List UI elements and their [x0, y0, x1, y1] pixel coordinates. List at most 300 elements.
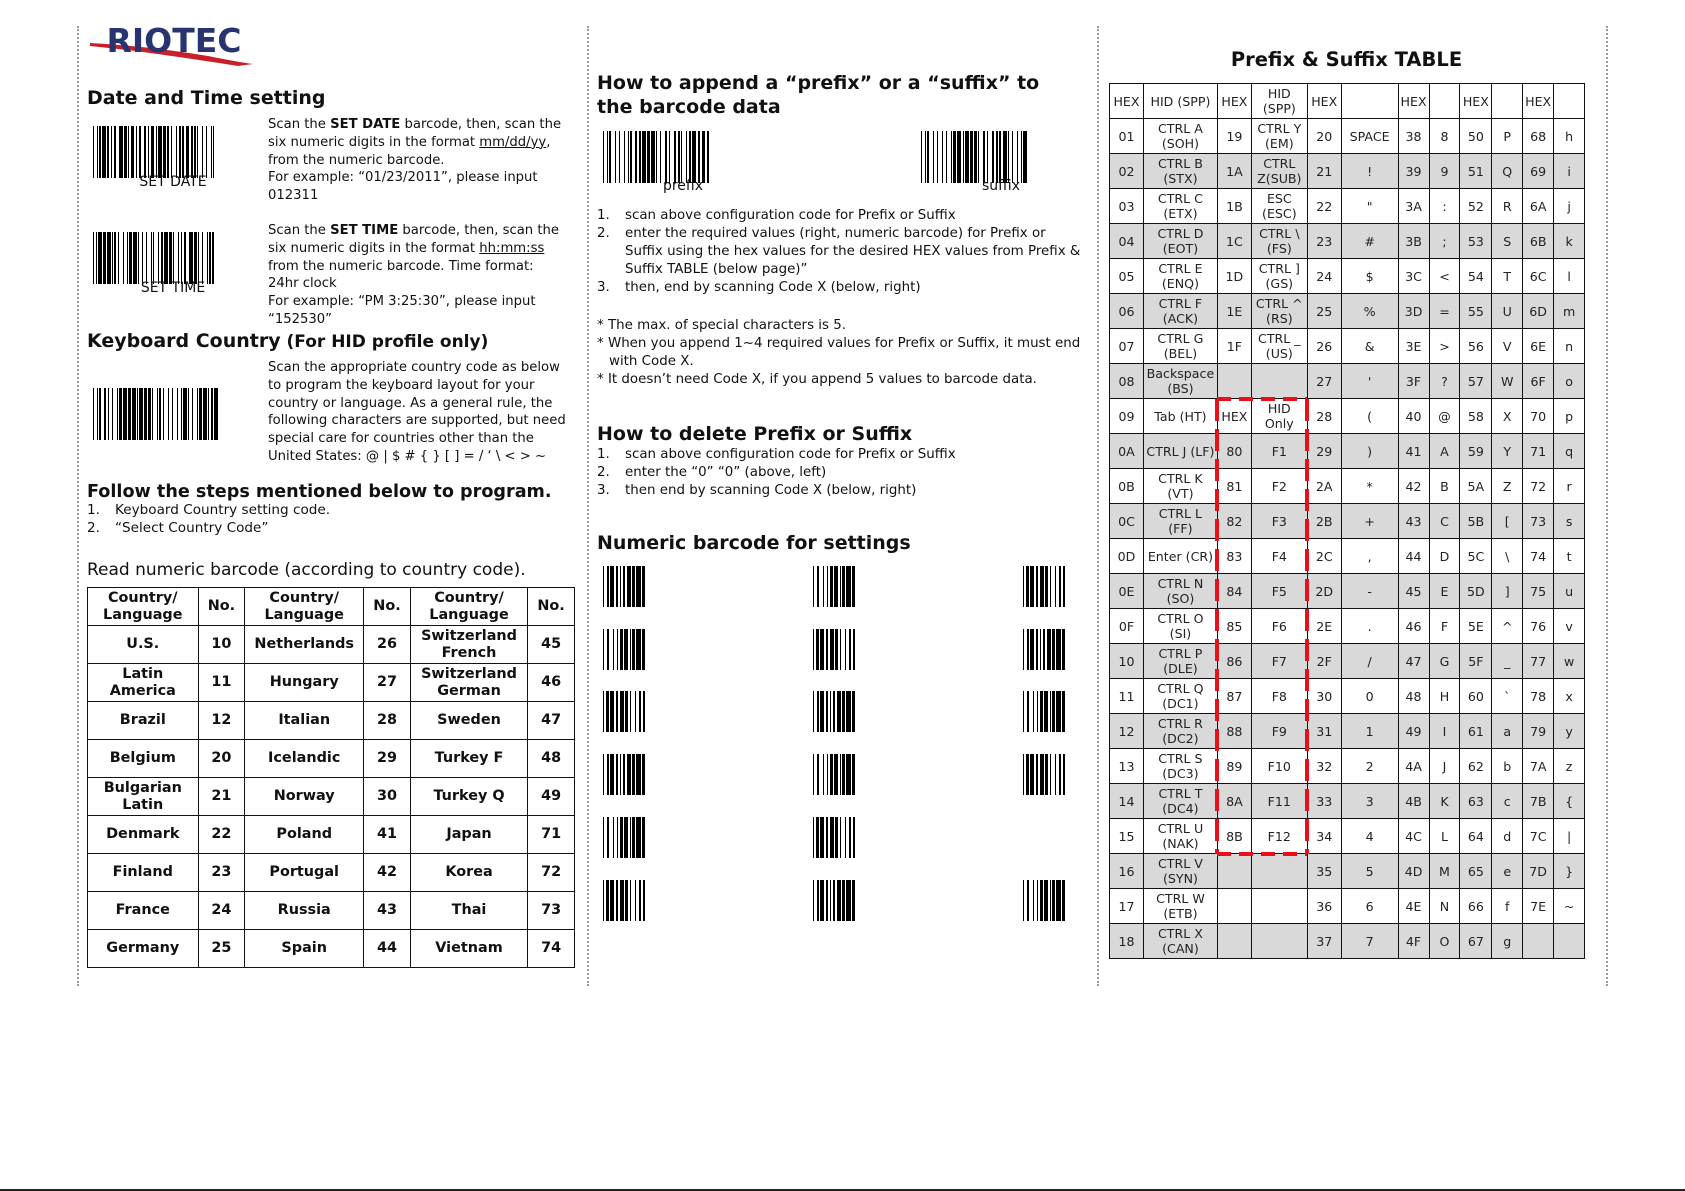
character-cell: I [1429, 714, 1460, 749]
hex-code-cell: 69 [1523, 154, 1554, 189]
barcode-bar [645, 629, 646, 670]
country-code-table [87, 587, 575, 968]
highlight-dash [1261, 852, 1275, 856]
set-time-label: SET TIME [140, 280, 206, 296]
character-cell: M [1429, 854, 1460, 889]
step-item: 1. scan above configuration code for Prefix or Suffix [597, 447, 956, 462]
ps-table-header [1341, 84, 1398, 119]
country-code-cell: 11 [198, 664, 245, 702]
hex-code-cell: 16 [1110, 854, 1144, 889]
hex-code-cell: 57 [1460, 364, 1492, 399]
hex-code-cell: 83 [1217, 539, 1251, 574]
hex-code-cell: 36 [1307, 889, 1341, 924]
country-code-cell: 22 [198, 816, 245, 854]
character-cell: CTRL ^ (RS) [1251, 294, 1307, 329]
hex-code-cell: 27 [1307, 364, 1341, 399]
country-code-cell: 73 [528, 892, 575, 930]
character-cell: CTRL K (VT) [1143, 469, 1217, 504]
character-cell: CTRL L (FF) [1143, 504, 1217, 539]
country-table-row [88, 778, 575, 816]
hex-code-cell: 51 [1460, 154, 1492, 189]
character-cell: HID Only [1251, 399, 1307, 434]
character-cell: F12 [1251, 819, 1307, 854]
character-cell: c [1492, 784, 1523, 819]
barcode-bar [645, 817, 646, 858]
character-cell: F11 [1251, 784, 1307, 819]
character-cell: Tab (HT) [1143, 399, 1217, 434]
numeric-barcode[interactable] [813, 691, 856, 732]
character-cell [1251, 854, 1307, 889]
character-cell [1251, 889, 1307, 924]
hex-code-cell: 76 [1523, 609, 1554, 644]
hex-code-cell: 74 [1523, 539, 1554, 574]
hex-code-cell: 77 [1523, 644, 1554, 679]
ps-table-header: HEX [1398, 84, 1429, 119]
country-table-row [88, 854, 575, 892]
character-cell: CTRL G (BEL) [1143, 329, 1217, 364]
character-cell: Q [1492, 154, 1523, 189]
hex-code-cell: 72 [1523, 469, 1554, 504]
country-table-header: Country/ Language [88, 588, 199, 626]
character-cell: F7 [1251, 644, 1307, 679]
character-cell: 0 [1341, 679, 1398, 714]
character-cell: v [1554, 609, 1585, 644]
highlight-dash [1305, 759, 1309, 781]
country-name-cell: Hungary [245, 664, 364, 702]
character-cell: } [1554, 854, 1585, 889]
character-cell: U [1492, 294, 1523, 329]
read-note: Read numeric barcode (according to country code). [87, 560, 526, 580]
set-time-barcode[interactable] [93, 232, 216, 284]
character-cell: CTRL R (DC2) [1143, 714, 1217, 749]
numeric-barcode[interactable] [813, 880, 856, 921]
set-date-barcode[interactable] [93, 126, 216, 178]
ps-table-row [1110, 189, 1585, 224]
set-date-label: SET DATE [139, 174, 207, 190]
hex-code-cell: 3F [1398, 364, 1429, 399]
character-cell: k [1554, 224, 1585, 259]
barcode-bar [1065, 880, 1066, 921]
hex-code-cell: 08 [1110, 364, 1144, 399]
character-cell: m [1554, 294, 1585, 329]
character-cell: D [1429, 539, 1460, 574]
hex-code-cell: 82 [1217, 504, 1251, 539]
character-cell: l [1554, 259, 1585, 294]
character-cell: N [1429, 889, 1460, 924]
character-cell: b [1492, 749, 1523, 784]
character-cell: 3 [1341, 784, 1398, 819]
suffix-barcode[interactable] [921, 131, 1029, 183]
hex-code-cell: 06 [1110, 294, 1144, 329]
ps-table-header: HID (SPP) [1143, 84, 1217, 119]
character-cell: ^ [1492, 609, 1523, 644]
character-cell: F1 [1251, 434, 1307, 469]
hex-code-cell: 25 [1307, 294, 1341, 329]
hex-code-cell: 33 [1307, 784, 1341, 819]
numeric-barcode[interactable] [813, 566, 856, 607]
character-cell: ESC (ESC) [1251, 189, 1307, 224]
highlight-dash [1305, 639, 1309, 661]
hex-code-cell: 1C [1217, 224, 1251, 259]
country-table-row [88, 626, 575, 664]
ps-table-row [1110, 119, 1585, 154]
hex-code-cell: 63 [1460, 784, 1492, 819]
numeric-barcode[interactable] [603, 691, 646, 732]
country-code-cell: 71 [528, 816, 575, 854]
numeric-barcode[interactable] [1023, 629, 1066, 670]
hex-code-cell: 42 [1398, 469, 1429, 504]
character-cell: X [1492, 399, 1523, 434]
numeric-barcode[interactable] [603, 754, 646, 795]
hex-code-cell: 1D [1217, 259, 1251, 294]
hex-code-cell: 44 [1398, 539, 1429, 574]
character-cell: F9 [1251, 714, 1307, 749]
character-cell: u [1554, 574, 1585, 609]
barcode-bar [214, 388, 218, 440]
highlight-dash [1215, 849, 1219, 854]
hex-code-cell: 21 [1307, 154, 1341, 189]
character-cell: . [1341, 609, 1398, 644]
column-divider [77, 26, 79, 986]
barcode-bar [1027, 131, 1028, 183]
hex-code-cell: 54 [1460, 259, 1492, 294]
barcode-bar [855, 629, 856, 670]
character-cell: O [1429, 924, 1460, 959]
hex-code-cell: 52 [1460, 189, 1492, 224]
character-cell: | [1554, 819, 1585, 854]
hex-code-cell: 5D [1460, 574, 1492, 609]
hex-code-cell: 39 [1398, 154, 1429, 189]
barcode-bar [1065, 754, 1066, 795]
numeric-barcode[interactable] [813, 754, 856, 795]
character-cell: * [1341, 469, 1398, 504]
numeric-barcode[interactable] [813, 629, 856, 670]
hex-code-cell: 67 [1460, 924, 1492, 959]
character-cell: CTRL Z(SUB) [1251, 154, 1307, 189]
barcode-bar [1065, 629, 1066, 670]
hex-code-cell: 11 [1110, 679, 1144, 714]
character-cell: ~ [1554, 889, 1585, 924]
barcode-bar [1065, 691, 1066, 732]
character-cell: # [1341, 224, 1398, 259]
character-cell: ; [1429, 224, 1460, 259]
character-cell: q [1554, 434, 1585, 469]
highlight-dash [1283, 852, 1297, 856]
keyboard-country-description: Scan the appropriate country code as below to program the keyboard layout for your country or language. As a general rule, the following characters are supported, but need special care for countries other than the United States: @ | $ # { } [ ] = / ‘ \ < > ~ [268, 360, 566, 464]
hex-code-cell: 8B [1217, 819, 1251, 854]
character-cell: 8 [1429, 119, 1460, 154]
hex-code-cell: 87 [1217, 679, 1251, 714]
hex-code-cell: 6A [1523, 189, 1554, 224]
character-cell: o [1554, 364, 1585, 399]
hex-code-cell: HEX [1217, 399, 1251, 434]
hex-code-cell: 58 [1460, 399, 1492, 434]
character-cell [1251, 924, 1307, 959]
highlight-dash [1215, 579, 1219, 601]
hex-code-cell: 53 [1460, 224, 1492, 259]
hex-code-cell: 28 [1307, 399, 1341, 434]
hex-code-cell: 2A [1307, 469, 1341, 504]
character-cell: d [1492, 819, 1523, 854]
hex-code-cell: 6E [1523, 329, 1554, 364]
highlight-dash [1215, 429, 1219, 451]
ps-table-row [1110, 259, 1585, 294]
hex-code-cell: 07 [1110, 329, 1144, 364]
hex-code-cell: 4A [1398, 749, 1429, 784]
hex-code-cell: 20 [1307, 119, 1341, 154]
character-cell: n [1554, 329, 1585, 364]
highlight-dash [1215, 669, 1219, 691]
numeric-barcode[interactable] [1023, 754, 1066, 795]
character-cell: t [1554, 539, 1585, 574]
step-item: 1. Keyboard Country setting code. [87, 502, 331, 518]
country-table-row [88, 930, 575, 968]
country-code-cell: 42 [364, 854, 411, 892]
hex-code-cell: 1F [1217, 329, 1251, 364]
hex-code-cell: 4E [1398, 889, 1429, 924]
country-name-cell: Turkey Q [410, 778, 527, 816]
hex-code-cell: 3C [1398, 259, 1429, 294]
character-cell: ! [1341, 154, 1398, 189]
hex-code-cell [1523, 924, 1554, 959]
character-cell: SPACE [1341, 119, 1398, 154]
character-cell: CTRL E (ENQ) [1143, 259, 1217, 294]
delete-prefix-suffix-title: How to delete Prefix or Suffix [597, 423, 913, 445]
character-cell: % [1341, 294, 1398, 329]
character-cell: F8 [1251, 679, 1307, 714]
ps-table-header: HEX [1307, 84, 1341, 119]
character-cell [1554, 924, 1585, 959]
barcode-bar [645, 754, 646, 795]
country-code-cell: 74 [528, 930, 575, 968]
character-cell: < [1429, 259, 1460, 294]
character-cell: Enter (CR) [1143, 539, 1217, 574]
hex-code-cell: 1E [1217, 294, 1251, 329]
character-cell: CTRL O (SI) [1143, 609, 1217, 644]
character-cell: CTRL Y (EM) [1251, 119, 1307, 154]
character-cell: > [1429, 329, 1460, 364]
character-cell: E [1429, 574, 1460, 609]
character-cell: ( [1341, 399, 1398, 434]
character-cell: CTRL A (SOH) [1143, 119, 1217, 154]
character-cell: p [1554, 399, 1585, 434]
hex-code-cell: 56 [1460, 329, 1492, 364]
ps-table-row [1110, 539, 1585, 574]
append-prefix-suffix-title: How to append a “prefix” or a “suffix” to the barcode data [597, 72, 1040, 118]
steps-title: Follow the steps mentioned below to program. [87, 482, 552, 502]
hex-code-cell: 7D [1523, 854, 1554, 889]
hex-code-cell: 17 [1110, 889, 1144, 924]
hex-code-cell: 37 [1307, 924, 1341, 959]
country-code-cell: 29 [364, 740, 411, 778]
hex-code-cell: 23 [1307, 224, 1341, 259]
keyboard-steps-list [87, 501, 567, 537]
hex-code-cell: 01 [1110, 119, 1144, 154]
barcode-bar [709, 131, 710, 183]
hex-code-cell: 45 [1398, 574, 1429, 609]
hex-code-cell: 61 [1460, 714, 1492, 749]
highlight-dash [1305, 729, 1309, 751]
character-cell: 9 [1429, 154, 1460, 189]
country-code-cell: 25 [198, 930, 245, 968]
hex-code-cell: 79 [1523, 714, 1554, 749]
country-code-cell: 43 [364, 892, 411, 930]
hex-code-cell: 24 [1307, 259, 1341, 294]
barcode-bar [855, 566, 856, 607]
character-cell: i [1554, 154, 1585, 189]
suffix-label: suffix [982, 178, 1020, 194]
step-item: 1. scan above configuration code for Prefix or Suffix [597, 208, 956, 223]
hex-code-cell: 86 [1217, 644, 1251, 679]
ps-table-row [1110, 714, 1585, 749]
character-cell: J [1429, 749, 1460, 784]
character-cell: g [1492, 924, 1523, 959]
hex-code-cell: 6D [1523, 294, 1554, 329]
character-cell: CTRL \ (FS) [1251, 224, 1307, 259]
country-name-cell: Brazil [88, 702, 199, 740]
keyboard-country-barcode[interactable] [93, 388, 218, 440]
hex-code-cell: 75 [1523, 574, 1554, 609]
step-item: 2. enter the required values (right, numeric barcode) for Prefix or Suffix using the hex values for the desired HEX values from Prefix & Suffix TABLE (below page)” [597, 226, 1081, 277]
character-cell: R [1492, 189, 1523, 224]
country-name-cell: Japan [410, 816, 527, 854]
numeric-barcode[interactable] [603, 629, 646, 670]
country-code-cell: 21 [198, 778, 245, 816]
hex-code-cell: 0B [1110, 469, 1144, 504]
highlight-dash [1239, 852, 1253, 856]
character-cell: S [1492, 224, 1523, 259]
character-cell: 6 [1341, 889, 1398, 924]
step-item: 3. then, end by scanning Code X (below, right) [597, 280, 921, 295]
hex-code-cell: 59 [1460, 434, 1492, 469]
country-name-cell: Netherlands [245, 626, 364, 664]
hex-code-cell: 81 [1217, 469, 1251, 504]
numeric-barcode[interactable] [1023, 566, 1066, 607]
ps-table-title: Prefix & Suffix TABLE [1230, 48, 1463, 71]
hex-code-cell: 78 [1523, 679, 1554, 714]
highlight-dash [1217, 397, 1231, 401]
character-cell: T [1492, 259, 1523, 294]
country-code-cell: 12 [198, 702, 245, 740]
hex-code-cell: 2B [1307, 504, 1341, 539]
character-cell: CTRL Q (DC1) [1143, 679, 1217, 714]
highlight-dash [1305, 669, 1309, 691]
country-name-cell: Icelandic [245, 740, 364, 778]
country-code-cell: 20 [198, 740, 245, 778]
ps-table-row [1110, 329, 1585, 364]
character-cell: CTRL V (SYN) [1143, 854, 1217, 889]
hex-code-cell: 04 [1110, 224, 1144, 259]
country-name-cell: Belgium [88, 740, 199, 778]
prefix-barcode[interactable] [603, 131, 711, 183]
character-cell: CTRL W (ETB) [1143, 889, 1217, 924]
highlight-dash [1215, 639, 1219, 661]
character-cell: ' [1341, 364, 1398, 399]
country-name-cell: Sweden [410, 702, 527, 740]
hex-code-cell: 7B [1523, 784, 1554, 819]
hex-code-cell: 22 [1307, 189, 1341, 224]
barcode-bar [855, 817, 856, 858]
character-cell: a [1492, 714, 1523, 749]
ps-table-row [1110, 154, 1585, 189]
hex-code-cell: 80 [1217, 434, 1251, 469]
column-divider [1606, 26, 1608, 986]
highlight-dash [1305, 819, 1309, 841]
character-cell: [ [1492, 504, 1523, 539]
hex-code-cell: 19 [1217, 119, 1251, 154]
numeric-barcode[interactable] [1023, 691, 1066, 732]
hex-code-cell: 09 [1110, 399, 1144, 434]
ps-table-row [1110, 504, 1585, 539]
country-name-cell: Portugal [245, 854, 364, 892]
highlight-dash [1305, 849, 1309, 854]
ps-table-header: HEX [1523, 84, 1554, 119]
country-name-cell: Switzerland French [410, 626, 527, 664]
country-code-cell: 44 [364, 930, 411, 968]
character-cell: s [1554, 504, 1585, 539]
character-cell: CTRL C (ETX) [1143, 189, 1217, 224]
hex-code-cell: 4D [1398, 854, 1429, 889]
country-code-cell: 28 [364, 702, 411, 740]
hex-code-cell: 13 [1110, 749, 1144, 784]
hex-code-cell: 3D [1398, 294, 1429, 329]
hex-code-cell: 88 [1217, 714, 1251, 749]
ps-table-row [1110, 294, 1585, 329]
hex-code-cell: 0C [1110, 504, 1144, 539]
character-cell: CTRL F (ACK) [1143, 294, 1217, 329]
highlight-dash [1305, 519, 1309, 541]
highlight-dash [1217, 852, 1231, 856]
country-table-row [88, 740, 575, 778]
hex-code-cell [1217, 364, 1251, 399]
character-cell: CTRL S (DC3) [1143, 749, 1217, 784]
hex-code-cell: 40 [1398, 399, 1429, 434]
character-cell: h [1554, 119, 1585, 154]
country-code-cell: 45 [528, 626, 575, 664]
numeric-barcode[interactable] [603, 566, 646, 607]
numeric-barcode[interactable] [603, 817, 646, 858]
country-name-cell: Switzerland German [410, 664, 527, 702]
country-name-cell: Russia [245, 892, 364, 930]
hex-code-cell: 84 [1217, 574, 1251, 609]
character-cell: V [1492, 329, 1523, 364]
highlight-dash [1239, 397, 1253, 401]
hex-code-cell: 7C [1523, 819, 1554, 854]
character-cell: 7 [1341, 924, 1398, 959]
country-name-cell: Bulgarian Latin [88, 778, 199, 816]
character-cell: w [1554, 644, 1585, 679]
numeric-barcode[interactable] [1023, 880, 1066, 921]
numeric-barcode[interactable] [813, 817, 856, 858]
country-code-cell: 23 [198, 854, 245, 892]
ps-table-row [1110, 574, 1585, 609]
prefix-suffix-table [1109, 83, 1585, 959]
character-cell [1251, 364, 1307, 399]
country-name-cell: Finland [88, 854, 199, 892]
numeric-barcode[interactable] [603, 880, 646, 921]
character-cell: 5 [1341, 854, 1398, 889]
ps-table-row [1110, 224, 1585, 259]
country-table-row [88, 702, 575, 740]
character-cell: F5 [1251, 574, 1307, 609]
country-name-cell: Turkey F [410, 740, 527, 778]
character-cell: CTRL _ (US) [1251, 329, 1307, 364]
highlight-dash [1215, 759, 1219, 781]
country-code-cell: 27 [364, 664, 411, 702]
ps-table-row [1110, 924, 1585, 959]
ps-table-header: HEX [1110, 84, 1144, 119]
character-cell: CTRL N (SO) [1143, 574, 1217, 609]
